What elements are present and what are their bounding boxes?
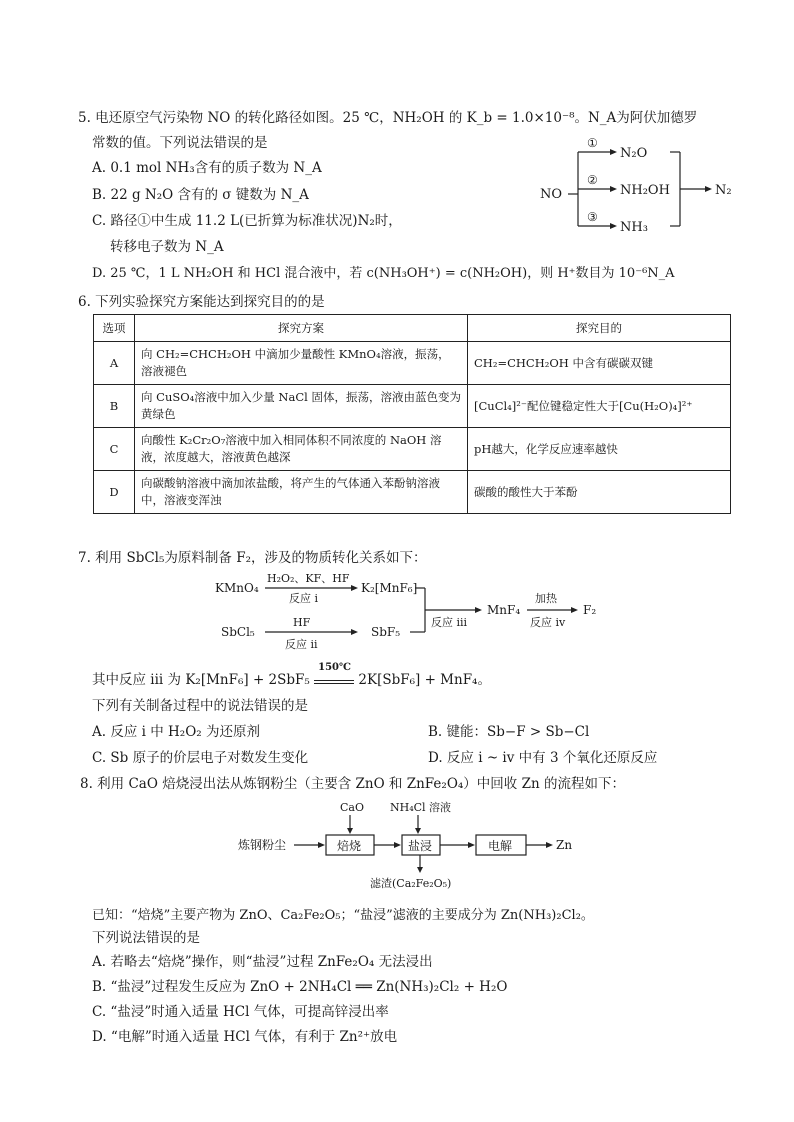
q8-stem: 8. 利用 CaO 焙烧浸出法从炼钢粉尘（主要含 ZnO 和 ZnFe₂O₄）中回收 Zn 的流程如下： [80,776,625,792]
q6-row-c [94,428,731,471]
q7-option-a: A. 反应 i 中 H₂O₂ 为还原剂 [92,724,260,740]
q5-product-nh3: NH₃ [620,220,648,235]
q6-row-goal: pH越大，化学反应速率越快 [468,428,731,471]
q6-row-option: A [94,342,135,385]
q7-r1-reagents: H₂O₂、KF、HF [267,572,350,585]
q6-row-goal: [CuCl₄]²⁻配位键稳定性大于[Cu(H₂O)₄]²⁺ [468,385,731,428]
q6-row-b [94,385,731,428]
q5-path1-label: ① [587,136,598,150]
q8-flowchart [230,795,590,895]
q8-option-a: A. 若略去“焙烧”操作，则“盐浸”过程 ZnFe₂O₄ 无法浸出 [92,954,433,970]
q7-ask: 下列有关制备过程中的说法错误的是 [92,698,308,714]
q8-ask: 下列说法错误的是 [92,930,200,946]
q7-r1-label: 反应 i [289,592,319,605]
q8-add-cao: CaO [340,801,364,814]
q6-row-plan: 向 CuSO₄溶液中加入少量 NaCl 固体，振荡，溶液由蓝色变为黄绿色 [135,385,468,428]
q5-diagram-no: NO [540,187,563,202]
q8-output-zn: Zn [556,838,573,852]
q5-option-b: B. 22 g N₂O 含有的 σ 键数为 N_A [92,187,309,203]
q8-feed: 炼钢粉尘 [238,838,287,852]
q6-row-d [94,471,731,514]
q5-stem-line2: 常数的值。下列说法错误的是 [92,135,268,151]
q6-row-plan: 向酸性 K₂Cr₂O₇溶液中加入相同体积不同浓度的 NaOH 溶液，浓度越大，溶液黄色越深 [135,428,468,471]
q7-scheme [205,568,625,658]
q6-row-option: C [94,428,135,471]
q6-row-option: B [94,385,135,428]
q7-sbcl5: SbCl₅ [221,625,255,639]
q6-row-goal: CH₂=CHCH₂OH 中含有碳碳双键 [468,342,731,385]
q6-stem: 6. 下列实验探究方案能达到探究目的的是 [78,294,325,310]
q7-option-b: B. 键能：Sb−F > Sb−Cl [428,724,590,740]
q7-sbf5: SbF₅ [371,625,401,639]
q6-header-option: 选项 [94,315,135,342]
q7-r3-label: 反应 iii [431,616,468,629]
q5-pathway-diagram [530,130,760,240]
q7-option-d: D. 反应 i ~ iv 中有 3 个氧化还原反应 [428,750,658,766]
q6-row-goal: 碳酸的酸性大于苯酚 [468,471,731,514]
q5-final-n2: N₂ [715,183,732,198]
q7-equation-right: 2K[SbF₆] + MnF₄。 [358,672,491,688]
q6-row-plan: 向碳酸钠溶液中滴加浓盐酸，将产生的气体通入苯酚钠溶液中，溶液变浑浊 [135,471,468,514]
q5-path2-label: ② [587,173,598,187]
q7-equation-condition: 150℃ [318,662,351,673]
q7-equation [92,662,491,688]
q8-add-nh4cl: NH₄Cl 溶液 [390,801,452,814]
q6-row-plan: 向 CH₂=CHCH₂OH 中滴加少量酸性 KMnO₄溶液，振荡，溶液褪色 [135,342,468,385]
q5-stem-line1: 5. 电还原空气污染物 NO 的转化路径如图。25 ℃，NH₂OH 的 K_b = 1.0×10⁻⁸。N_A为阿伏加德罗 [78,110,698,126]
q7-option-c: C. Sb 原子的价层电子对数发生变化 [92,750,309,766]
q8-box-leach-label: 盐浸 [408,839,433,853]
q7-kmno4: KMnO₄ [215,581,259,595]
q5-product-nh2oh: NH₂OH [620,183,670,198]
q6-header-row [94,315,731,342]
q5-path3-label: ③ [587,210,598,224]
q7-f2: F₂ [583,603,597,617]
q7-equation-arrow [314,662,354,684]
q5-option-c-line1: C. 路径①中生成 11.2 L(已折算为标准状况)N₂时， [92,213,402,229]
q8-known: 已知：“焙烧”主要产物为 ZnO、Ca₂Fe₂O₅；“盐浸”滤液的主要成分为 Zn(NH₃)₂Cl₂。 [92,908,594,923]
q7-r4-condition: 加热 [535,592,557,605]
q6-header-goal: 探究目的 [468,315,731,342]
q7-mnf4: MnF₄ [487,603,521,617]
q5-option-a: A. 0.1 mol NH₃含有的质子数为 N_A [92,160,322,176]
q6-header-plan: 探究方案 [135,315,468,342]
q7-r2-reagent: HF [293,616,311,629]
q6-table [93,314,731,514]
q5-option-c-line2: 转移电子数为 N_A [110,239,224,255]
q7-equation-left: 其中反应 iii 为 K₂[MnF₆] + 2SbF₅ [92,672,310,688]
q7-stem: 7. 利用 SbCl₅为原料制备 F₂，涉及的物质转化关系如下： [78,550,427,566]
q7-r4-label: 反应 iv [530,616,566,629]
q8-residue: 滤渣(Ca₂Fe₂O₅) [370,877,452,890]
q6-row-a [94,342,731,385]
q8-option-d: D. “电解”时通入适量 HCl 气体，有利于 Zn²⁺放电 [92,1029,398,1045]
q5-product-n2o: N₂O [620,146,648,161]
q8-option-b: B. “盐浸”过程发生反应为 ZnO + 2NH₄Cl ══ Zn(NH₃)₂Cl₂ + H₂O [92,979,508,995]
q6-row-option: D [94,471,135,514]
q8-option-c: C. “盐浸”时通入适量 HCl 气体，可提高锌浸出率 [92,1004,389,1020]
q7-k2mnf6: K₂[MnF₆] [361,581,418,595]
q8-box-electrolysis-label: 电解 [488,839,513,853]
q8-box-roast-label: 焙烧 [337,839,362,853]
q5-option-d: D. 25 ℃，1 L NH₂OH 和 HCl 混合液中，若 c(NH₃OH⁺) = c(NH₂OH)，则 H⁺数目为 10⁻⁶N_A [92,266,675,281]
q7-r2-label: 反应 ii [285,638,318,651]
